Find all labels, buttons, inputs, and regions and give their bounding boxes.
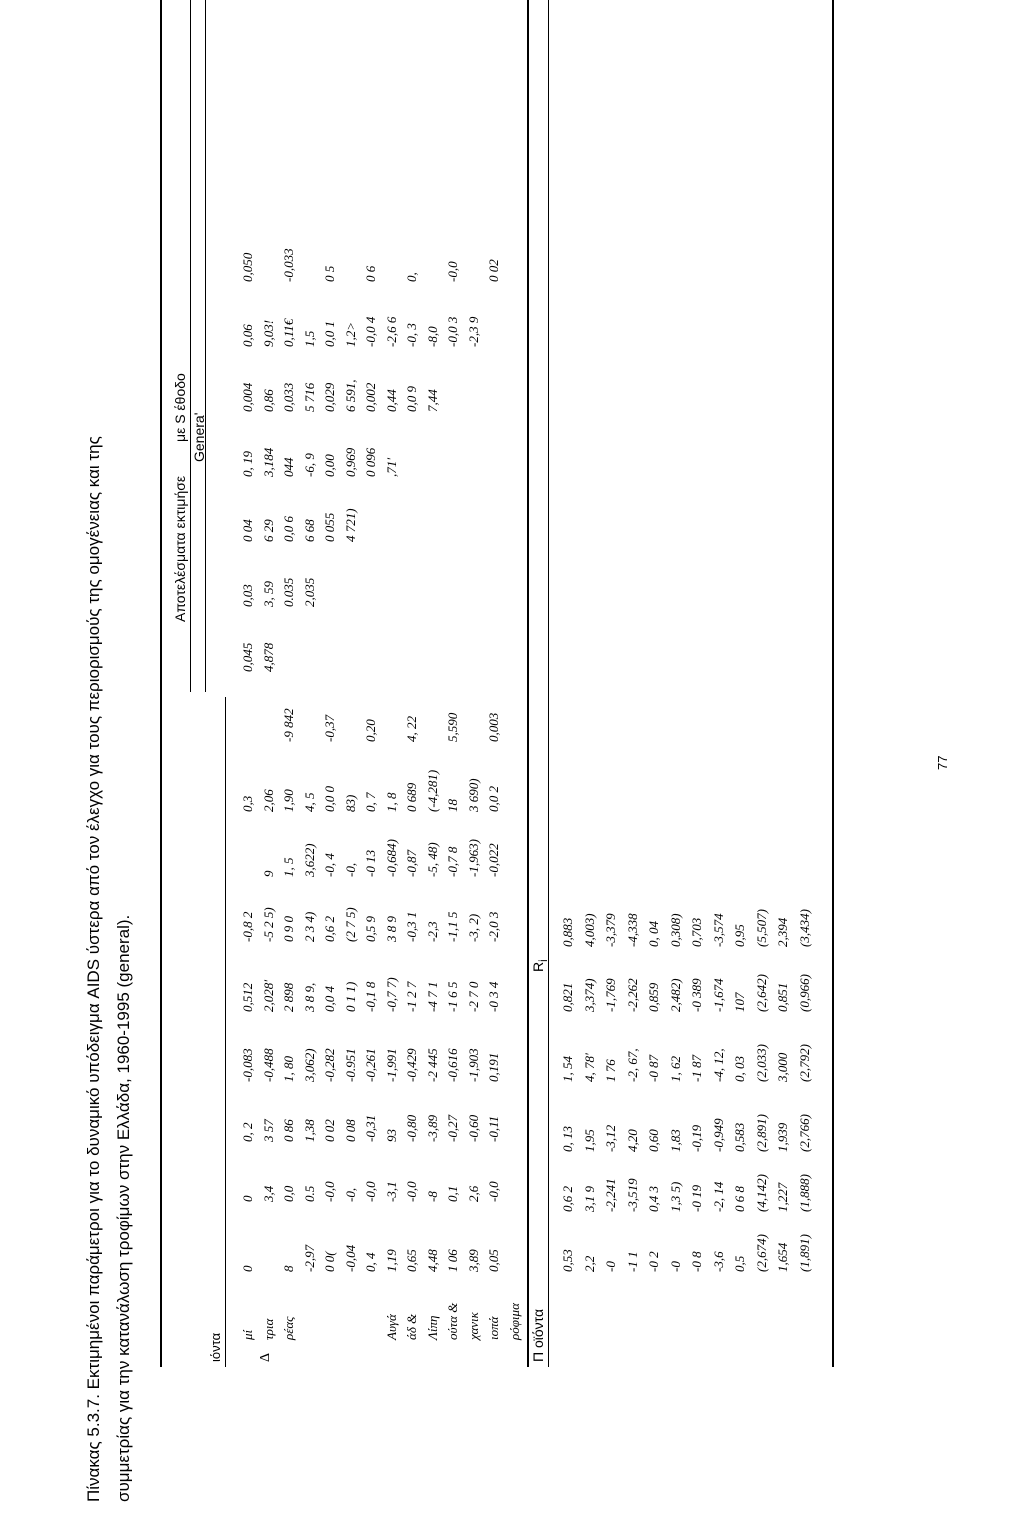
table-cell: 2,028' — [260, 979, 276, 1012]
table-caption-line-2: συμμετρίας για την κατανάλωση τροφίμων στην Ελλάδα, 1960-1995 (general). — [114, 914, 133, 1502]
r-subscript: i — [536, 959, 550, 962]
table-cell: -2,97 — [301, 1244, 317, 1272]
table-cell: 2 898 — [281, 982, 296, 1012]
table-cell: 0 055 — [322, 512, 337, 542]
table-cell: -0,27 — [445, 1114, 460, 1142]
bottom-rule — [832, 0, 834, 1367]
r-squared-cell: 0,883 — [560, 917, 575, 947]
table-cell: 0,045 — [240, 642, 255, 672]
table-cell: 3 57 — [260, 1119, 276, 1142]
table-cell: 0 096 — [363, 447, 378, 477]
table-cell: 1,5 — [301, 330, 317, 347]
table-cell: 0,0 2 — [486, 786, 501, 812]
r-squared-cell: -1,674 — [710, 978, 726, 1012]
table-cell: 0,5 9 — [363, 916, 378, 942]
table-cell: 0,050 — [240, 252, 255, 282]
table-cell: 0 6 — [363, 265, 378, 282]
row-label: Λίπη — [424, 1315, 440, 1340]
table-cell: 3 8 9 — [383, 916, 399, 942]
table-cell: 6 29 — [260, 519, 276, 542]
table-cell: -0 3 4 — [486, 981, 501, 1012]
table-cell: 5,590 — [445, 712, 460, 742]
r-squared-cell: 0, 13 — [560, 1126, 575, 1152]
table-cell: -8 — [424, 1191, 440, 1202]
stub-title: ιόντα — [208, 1332, 223, 1362]
table-cell: -0, — [342, 862, 358, 877]
r-squared-cell: 4, 78' — [581, 1053, 597, 1082]
row-label: τρια — [260, 1318, 276, 1340]
page-number: 77 — [935, 755, 950, 770]
table-cell: -0,488 — [260, 1048, 276, 1082]
table-cell: -8,0 — [424, 326, 440, 347]
table-cell: -1 2 7 — [404, 981, 419, 1012]
r-squared-cell: -3,379 — [603, 913, 618, 947]
table-cell: -0,0 3 — [445, 316, 460, 347]
r-squared-cell: 0,851 — [775, 982, 790, 1012]
row-label: ρόφιμα — [506, 1303, 522, 1340]
table-cell: 0,0 6 — [281, 516, 296, 542]
table-cell: 3,062) — [301, 1048, 317, 1082]
table-cell: 0,06 — [240, 324, 255, 347]
r-squared-cell: 0, 03 — [732, 1056, 747, 1082]
table-cell: 3,622) — [301, 843, 317, 877]
r-squared-cell: (2,792) — [796, 1044, 812, 1082]
table-cell: -9 842 — [281, 708, 296, 742]
table-cell: -0,0 — [445, 261, 460, 282]
table-cell: 4,878 — [260, 642, 276, 672]
table-cell: 0 02 — [486, 259, 501, 282]
table-cell: -2 445 — [424, 1048, 440, 1082]
r-squared-label — [530, 959, 550, 972]
table-cell: -0,0 — [404, 1181, 419, 1202]
r-squared-cell: 2,394 — [775, 917, 790, 947]
r-squared-cell: 0,95 — [732, 924, 747, 947]
table-cell: -0,60 — [465, 1114, 481, 1142]
table-cell: -0,0 — [322, 1181, 337, 1202]
header-rule-results — [190, 0, 191, 692]
table-cell: -0,684) — [383, 839, 399, 877]
table-cell: 0,11€ — [281, 318, 296, 347]
table-cell: 0,029 — [322, 382, 337, 412]
r-squared-cell: 0,53 — [560, 1249, 575, 1272]
method-header: με S έθοδο — [172, 373, 188, 442]
r-squared-cell: -0 19 — [689, 1184, 704, 1212]
table-cell: 1, 80 — [281, 1056, 296, 1082]
table-cell: -1,991 — [383, 1048, 399, 1082]
table-cell: 0,05 — [486, 1249, 501, 1272]
table-cell: 0,969 — [342, 447, 358, 477]
table-cell: (-4,281) — [424, 769, 440, 812]
table-cell: 0 — [240, 1195, 255, 1202]
table-cell: 18 — [445, 799, 460, 812]
table-cell: -4 7 1 — [424, 981, 440, 1012]
r-squared-cell: 1,654 — [775, 1242, 790, 1272]
r-squared-cell: 4,003) — [581, 913, 597, 947]
table-cell: 2,06 — [260, 789, 276, 812]
r-squared-cell: -4, 12, — [710, 1048, 726, 1082]
table-cell: 0,0 1 — [322, 321, 337, 347]
r-squared-cell: 0,859 — [646, 982, 661, 1012]
table-cell: 1,38 — [301, 1119, 317, 1142]
table-cell: -0,033 — [281, 248, 296, 282]
table-cell: 3,4 — [260, 1185, 276, 1202]
table-cell: 3,184 — [260, 447, 276, 477]
table-cell: 0,6 2 — [322, 916, 337, 942]
table-cell: 2,035 — [301, 577, 317, 607]
table-cell: 0,0 4 — [322, 986, 337, 1012]
table-cell: -5, 48) — [424, 842, 440, 877]
r-squared-cell: (5,507) — [753, 909, 769, 947]
table-cell: -0,429 — [404, 1048, 419, 1082]
table-cell: 4,48 — [424, 1249, 440, 1272]
table-cell: 0,03 — [240, 584, 255, 607]
table-cell: 0,3 — [240, 795, 255, 812]
table-cell: 1,19 — [383, 1249, 399, 1272]
table-cell: -3,1 — [383, 1181, 399, 1202]
r-squared-cell: -4,338 — [624, 913, 640, 947]
table-cell: -2 7 0 — [465, 981, 481, 1012]
r-squared-cell: -2,262 — [624, 978, 640, 1012]
r-squared-cell: -3,519 — [624, 1178, 640, 1212]
table-cell: 1,2> — [342, 321, 358, 347]
table-cell: 5 716 — [301, 382, 317, 412]
table-cell: -0,022 — [486, 843, 501, 877]
table-cell: -5 2 5) — [260, 907, 276, 942]
lower-title: Π οϊόντα — [530, 1308, 546, 1362]
table-cell: 0 02 — [322, 1119, 337, 1142]
table-cell: 0 08 — [342, 1119, 358, 1142]
table-cell: 1,90 — [281, 789, 296, 812]
table-cell: 1, 5 — [281, 857, 296, 877]
table-cell: 2,6 — [465, 1185, 481, 1202]
table-cell: -0, 3 — [404, 323, 419, 347]
table-cell: 4 721) — [342, 508, 358, 542]
table-cell: 0 9 0 — [281, 916, 296, 942]
table-cell: -0.951 — [342, 1048, 358, 1082]
r-squared-cell: 1,939 — [775, 1122, 790, 1152]
table-cell: -1,903 — [465, 1048, 481, 1082]
r-squared-cell: 0,5 — [732, 1255, 747, 1272]
r-squared-cell: 3,000 — [775, 1052, 790, 1082]
table-cell: 0,033 — [281, 382, 296, 412]
lower-rule-top — [527, 0, 529, 1367]
r-squared-cell: -1 87 — [689, 1054, 704, 1082]
r-squared-cell: -2,241 — [603, 1178, 618, 1212]
table-cell: 2 3 4) — [301, 911, 317, 942]
table-cell: -0,3 1 — [404, 911, 419, 942]
r-squared-cell: 1, 54 — [560, 1056, 575, 1082]
lower-rule-bottom — [548, 0, 549, 1367]
r-squared-cell: -0 8 — [689, 1251, 704, 1272]
table-cell: 0,512 — [240, 982, 255, 1012]
stub-rule — [225, 697, 226, 1367]
r-squared-cell: 0,308) — [667, 913, 683, 947]
r-squared-cell: -0,949 — [710, 1118, 726, 1152]
table-cell: 3,89 — [465, 1249, 481, 1272]
row-label: χανικ — [465, 1312, 481, 1340]
table-cell: 0 — [240, 1265, 255, 1272]
table-cell: 0,20 — [363, 719, 378, 742]
r-squared-cell: 2,482) — [667, 978, 683, 1012]
r-squared-cell: -3,6 — [710, 1251, 726, 1272]
r-squared-cell: (1,891) — [796, 1234, 812, 1272]
general-header: Genera' — [191, 412, 207, 462]
table-cell: 3 690) — [465, 778, 481, 812]
table-cell: -0,31 — [363, 1114, 378, 1142]
table-cell: 0.035 — [281, 577, 296, 607]
r-squared-cell: 0,60 — [646, 1129, 661, 1152]
r-squared-cell: 0,6 2 — [560, 1186, 575, 1212]
table-cell: -0,0 4 — [363, 316, 378, 347]
r-squared-cell: 1, 62 — [667, 1056, 683, 1082]
table-cell: 044 — [281, 457, 296, 477]
table-cell: 0, — [404, 272, 419, 282]
table-cell: 0.5 — [301, 1185, 317, 1202]
r-squared-cell: 1,95 — [581, 1129, 597, 1152]
table-cell: 7,44 — [424, 389, 440, 412]
table-cell: -0,083 — [240, 1048, 255, 1082]
table-cell: 0,44 — [383, 389, 399, 412]
r-squared-cell: 1,3 5) — [667, 1181, 683, 1212]
results-header: Αποτελέσματα εκτιμήσε — [172, 475, 188, 622]
table-cell: 0, 7 — [363, 792, 378, 812]
table-cell: -0, — [342, 1187, 358, 1202]
table-cell: -0 13 — [363, 849, 378, 877]
r-squared-cell: 0,4 3 — [646, 1186, 661, 1212]
r-squared-cell: (0,966) — [796, 974, 812, 1012]
r-squared-cell: -0 — [667, 1261, 683, 1272]
r-squared-cell: -0 389 — [689, 978, 704, 1012]
table-cell: 0,002 — [363, 382, 378, 412]
r-squared-cell: (2,891) — [753, 1114, 769, 1152]
table-cell: -2,0 3 — [486, 911, 501, 942]
table-cell: 0,0 9 — [404, 386, 419, 412]
table-cell: 3, 59 — [260, 581, 276, 607]
table-cell: -3, 2) — [465, 913, 481, 942]
table-cell: 0,004 — [240, 382, 255, 412]
r-squared-cell: -3,574 — [710, 913, 726, 947]
r-squared-cell: (2,674) — [753, 1234, 769, 1272]
table-cell: -0,0 — [486, 1181, 501, 1202]
table-cell: 0, 19 — [240, 451, 255, 477]
table-cell: 0,191 — [486, 1052, 501, 1082]
table-cell: -0,616 — [445, 1048, 460, 1082]
r-squared-cell: (2,642) — [753, 974, 769, 1012]
r-squared-cell: 2,2 — [581, 1255, 597, 1272]
table-cell: -1,1 5 — [445, 911, 460, 942]
table-cell: -2,3 9 — [465, 316, 481, 347]
table-cell: 0 689 — [404, 782, 419, 812]
r-squared-cell: 4,20 — [624, 1129, 640, 1152]
top-rule — [160, 0, 162, 1367]
table-cell: 0 04 — [240, 519, 255, 542]
table-cell: 4, 5 — [301, 792, 317, 812]
table-cell: 0, 2 — [240, 1122, 255, 1142]
table-cell: -2,6 6 — [383, 316, 399, 347]
r-squared-cell: 0,583 — [732, 1122, 747, 1152]
table-cell: -2,3 — [424, 921, 440, 942]
table-cell: 1, 8 — [383, 792, 399, 812]
table-cell: 9,03! — [260, 319, 276, 347]
table-cell: 4, 22 — [404, 716, 419, 742]
table-cell: 0,86 — [260, 389, 276, 412]
header-rule-general — [205, 0, 206, 692]
r-squared-cell: (2,766) — [796, 1114, 812, 1152]
row-label: ούτα & — [445, 1302, 460, 1340]
table-cell: -3,89 — [424, 1114, 440, 1142]
table-cell: 0 1 1) — [342, 981, 358, 1012]
table-caption-line-1: Πίνακας 5.3.7. Εκτιμημένοι παράμετροι για το δυναμικό υπόδειγμα AIDS ύστερα από τον έλεγχο για τους περιορισμούς της ομογένειας και της — [84, 436, 103, 1502]
table-cell: 83) — [342, 794, 358, 812]
r-squared-cell: 3,374) — [581, 978, 597, 1012]
r-squared-cell: -0 2 — [646, 1251, 661, 1272]
r-squared-cell: -2, 14 — [710, 1181, 726, 1212]
table-cell: 0, 4 — [363, 1252, 378, 1272]
table-cell: 0,0 — [281, 1185, 296, 1202]
table-cell: 6 68 — [301, 519, 317, 542]
r-squared-cell: 1,83 — [667, 1129, 683, 1152]
table-cell: 0 5 — [322, 265, 337, 282]
table-cell: -1,963) — [465, 839, 481, 877]
r-squared-cell: -0 — [603, 1261, 618, 1272]
r-squared-cell: 1 76 — [603, 1059, 618, 1082]
table-cell: -0,37 — [322, 714, 337, 742]
table-cell: -0,282 — [322, 1048, 337, 1082]
r-squared-cell: -2, 67, — [624, 1048, 640, 1082]
r-squared-cell: -0,19 — [689, 1124, 704, 1152]
table-cell: 0,003 — [486, 712, 501, 742]
table-cell: -0,7 8 — [445, 846, 460, 877]
table-cell: ,71' — [383, 457, 399, 477]
table-cell: 3 8 9, — [301, 982, 317, 1012]
r-squared-cell: 0, 04 — [646, 921, 661, 947]
r-squared-cell: 0,703 — [689, 917, 704, 947]
table-cell: 6 591, — [342, 379, 358, 412]
table-cell: -0,8 2 — [240, 911, 255, 942]
table-cell: (2 7 5) — [342, 907, 358, 942]
table-cell: 0,00 — [322, 454, 337, 477]
r-squared-cell: 1,227 — [775, 1182, 790, 1212]
r-squared-cell: 0,821 — [560, 982, 575, 1012]
r-squared-cell: 0 6 8 — [732, 1186, 747, 1212]
table-cell: -0,80 — [404, 1114, 419, 1142]
table-cell: -1 6 5 — [445, 981, 460, 1012]
table-cell: -0,0 — [363, 1181, 378, 1202]
table-cell: 0,65 — [404, 1249, 419, 1272]
delta-symbol: Δ — [258, 1352, 273, 1362]
table-cell: 8 — [281, 1265, 296, 1272]
r-squared-cell: (3,434) — [796, 909, 812, 947]
r-squared-cell: -1,769 — [603, 978, 618, 1012]
table-cell: -6, 9 — [301, 453, 317, 477]
row-label: άδ & — [404, 1313, 419, 1340]
table-cell: 0 86 — [281, 1119, 296, 1142]
table-cell: -0,11 — [486, 1115, 501, 1142]
table-cell: -0,261 — [363, 1048, 378, 1082]
r-squared-cell: -3,12 — [603, 1124, 618, 1152]
r-label: R — [530, 961, 546, 972]
table-cell: 0,0 0 — [322, 786, 337, 812]
r-squared-cell: -1 1 — [624, 1251, 640, 1272]
row-label: ρέας — [281, 1316, 296, 1340]
r-squared-cell: (2,033) — [753, 1044, 769, 1082]
row-label: ιοπά — [486, 1316, 501, 1340]
r-squared-cell: (1,888) — [796, 1174, 812, 1212]
r-squared-cell: 3,1 9 — [581, 1186, 597, 1212]
table-cell: -0,87 — [404, 849, 419, 877]
table-cell: -0, 4 — [322, 853, 337, 877]
table-cell: 0,1 — [445, 1185, 460, 1202]
table-cell: 1 06 — [445, 1249, 460, 1272]
row-label: μί — [240, 1329, 255, 1340]
table-cell: 93 — [383, 1129, 399, 1142]
table-cell: -0,7 7) — [383, 977, 399, 1012]
table-cell: 9 — [260, 870, 276, 877]
r-squared-cell: -0 87 — [646, 1054, 661, 1082]
table-cell: -0,04 — [342, 1244, 358, 1272]
row-label: Αυγά — [383, 1314, 399, 1340]
table-cell: -0,1 8 — [363, 981, 378, 1012]
r-squared-cell: (4,142) — [753, 1174, 769, 1212]
r-squared-cell: 107 — [732, 992, 747, 1012]
table-cell: 0 0( — [322, 1251, 337, 1272]
